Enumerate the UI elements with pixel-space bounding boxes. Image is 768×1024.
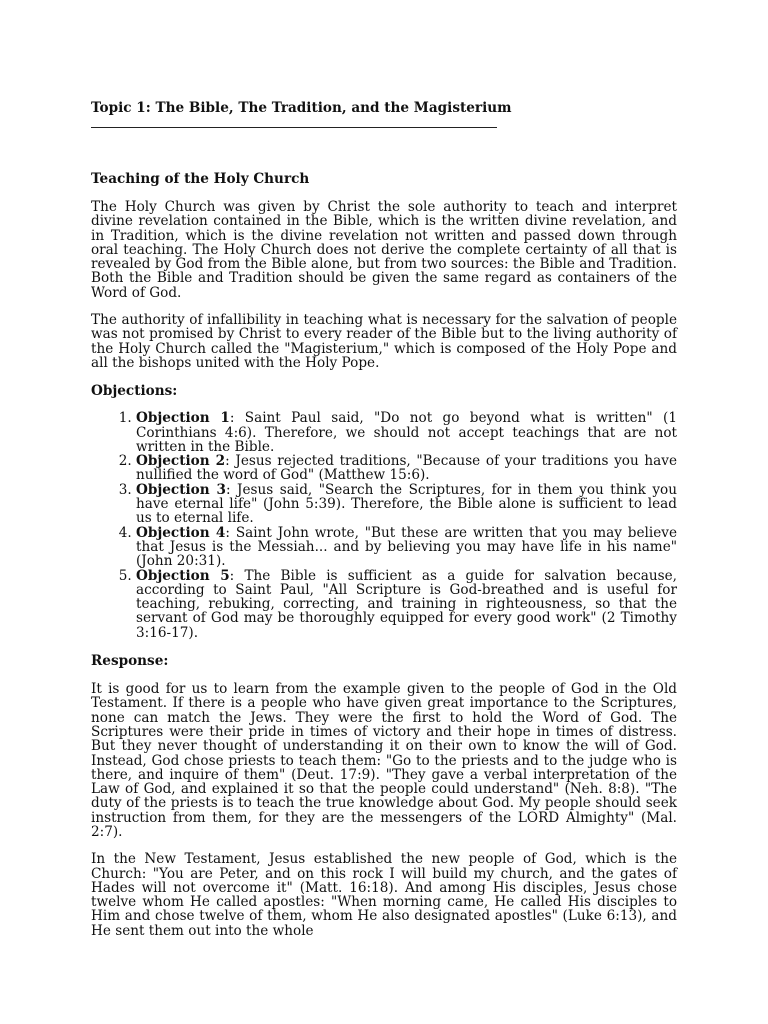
objection-label: Objection 2 <box>136 453 226 470</box>
objection-text: : Saint John wrote, "But these are written that you may believe that Jesus is the Messiah... and by believing you may have life in his name" (John 20:31). <box>136 524 677 570</box>
objection-label: Objection 5 <box>136 567 230 584</box>
objection-label: Objection 4 <box>136 524 226 541</box>
teaching-paragraph-2: The authority of infallibility in teaching what is necessary for the salvation of people was not promised by Christ to every reader of the Bible but to the living authority of the Holy Church called the "Magisterium," which is composed of the Holy Pope and all the bishops united with the Holy Pope. <box>91 312 677 371</box>
objection-text: : Saint Paul said, "Do not go beyond what is written" (1 Corinthians 4:6). Therefore, we should not accept teachings that are not written in the Bible. <box>136 410 678 455</box>
objection-item <box>136 483 677 526</box>
response-heading: Response: <box>91 653 169 670</box>
objections-heading: Objections: <box>91 383 178 400</box>
topic-title: Topic 1: The Bible, The Tradition, and the Magisterium <box>91 100 512 116</box>
objections-list <box>91 411 677 640</box>
objection-item <box>136 411 677 454</box>
section-heading: Teaching of the Holy Church <box>91 171 310 187</box>
objection-text: : Jesus said, "Search the Scriptures, for in them you think you have eternal life" (John 5:39). Therefore, the Bible alone is sufficient to lead us to eternal life. <box>136 481 677 527</box>
objection-item <box>136 569 677 640</box>
objection-label: Objection 3 <box>136 481 226 498</box>
objection-text: : The Bible is sufficient as a guide for salvation because, according to Saint Paul, "All Scripture is God-breathed and is useful for teaching, rebuking, correcting, and training in righteousness, so that the servant of God may be thoroughly equipped for every good work" (2 Timothy 3:16-17). <box>136 567 677 641</box>
response-paragraph-2: In the New Testament, Jesus established the new people of God, which is the Church: "You are Peter, and on this rock I will build my church, and the gates of Hades will not overcome it" (Matt. 16:18). And among His disciples, Jesus chose twelve whom He called apostles: "When morning came, He called His disciples to Him and chose twelve of them, whom He also designated apostles" (Luke 6:13), and He sent them out into the whole <box>91 851 677 939</box>
response-paragraph-1: It is good for us to learn from the example given to the people of God in the Old Testament. If there is a people who have given great importance to the Scriptures, none can match the Jews. They were the first to hold the Word of God. The Scriptures were their pride in times of victory and their hope in times of distress. But they never thought of understanding it on their own to know the will of God. Instead, God chose priests to teach them: "Go to the priests and to the judge who is there, and inquire of them" (Deut. 17:9). "They gave a verbal interpretation of the Law of God, and explained it so that the people could understand" (Neh. 8:8). "The duty of the priests is to teach the true knowledge about God. My people should seek instruction from them, for they are the messengers of the LORD Almighty" (Mal. 2:7). <box>91 681 677 840</box>
title-underline <box>91 127 497 128</box>
objection-item <box>136 454 677 483</box>
objection-label: Objection 1 <box>136 410 230 427</box>
objection-text: : Jesus rejected traditions, "Because of your traditions you have nullified the word of God" (Matthew 15:6). <box>136 453 677 484</box>
objection-item <box>136 526 677 569</box>
teaching-paragraph-1: The Holy Church was given by Christ the sole authority to teach and interpret divine revelation contained in the Bible, which is the written divine revelation, and in Tradition, which is the divine revelation not written and passed down through oral teaching. The Holy Church does not derive the complete certainty of all that is revealed by God from the Bible alone, but from two sources: the Bible and Tradition. Both the Bible and Tradition should be given the same regard as containers of the Word of God. <box>91 199 677 301</box>
